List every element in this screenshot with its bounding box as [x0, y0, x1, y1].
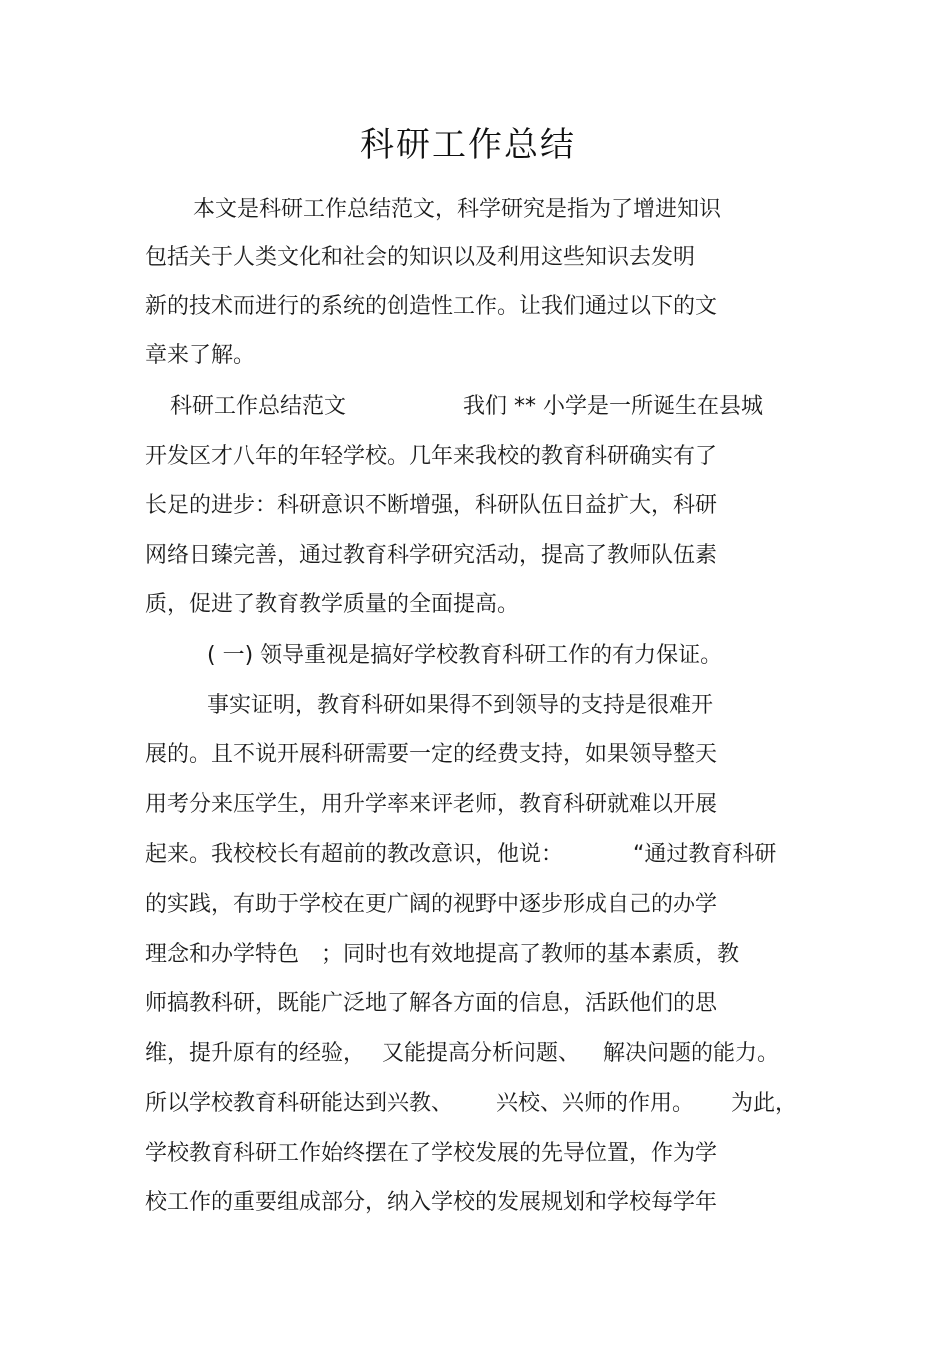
text-line: 为此，	[731, 1091, 798, 1116]
text-line: 开发区才八年的年轻学校。几年来我校的教育科研确实有了	[145, 444, 718, 469]
text-line: 所以学校教育科研能达到兴教、	[145, 1091, 454, 1116]
text-line: 网络日臻完善，通过教育科学研究活动，提高了教师队伍素	[145, 543, 718, 568]
text-line: 用考分来压学生，用升学率来评老师，教育科研就难以开展	[145, 792, 718, 817]
text-line: ；同时也有效地提高了教师的基本素质，教	[321, 942, 740, 967]
text-line: 又能提高分析问题、	[382, 1041, 581, 1066]
text-line: 科研工作总结范文	[170, 394, 347, 419]
document-title: 科研工作总结	[360, 125, 576, 165]
text-line: 解决问题的能力。	[603, 1041, 780, 1066]
text-line: 校工作的重要组成部分，纳入学校的发展规划和学校每学年	[145, 1190, 718, 1215]
text-line: 维，提升原有的经验，	[145, 1041, 366, 1066]
text-line: 学校教育科研工作始终摆在了学校发展的先导位置，作为学	[145, 1141, 718, 1166]
text-line: 兴校、兴师的作用。	[496, 1091, 695, 1116]
text-line: 事实证明，教育科研如果得不到领导的支持是很难开	[207, 693, 714, 718]
text-line: 包括关于人类文化和社会的知识以及利用这些知识去发明	[145, 245, 696, 270]
text-line: 章来了解。	[145, 343, 256, 368]
text-line: 新的技术而进行的系统的创造性工作。让我们通过以下的文	[145, 294, 718, 319]
text-line: 展的。且不说开展科研需要一定的经费支持，如果领导整天	[145, 742, 718, 767]
text-line: 理念和办学特色	[145, 942, 300, 967]
section-heading: ( 一) 领导重视是搞好学校教育科研工作的有力保证。	[207, 643, 723, 668]
text-line: 长足的进步：科研意识不断增强，科研队伍日益扩大，科研	[145, 493, 718, 518]
text-line: 起来。我校校长有超前的教改意识，他说：	[145, 842, 564, 867]
text-line: “通过教育科研	[633, 842, 777, 867]
text-line: 的实践，有助于学校在更广阔的视野中逐步形成自己的办学	[145, 892, 718, 917]
text-line: 我们 ** 小学是一所诞生在县城	[463, 394, 763, 419]
text-line: 质，促进了教育教学质量的全面提高。	[145, 592, 520, 617]
text-line: 本文是科研工作总结范文，科学研究是指为了增进知识	[193, 197, 722, 222]
text-line: 师搞教科研，既能广泛地了解各方面的信息，活跃他们的思	[145, 991, 718, 1016]
